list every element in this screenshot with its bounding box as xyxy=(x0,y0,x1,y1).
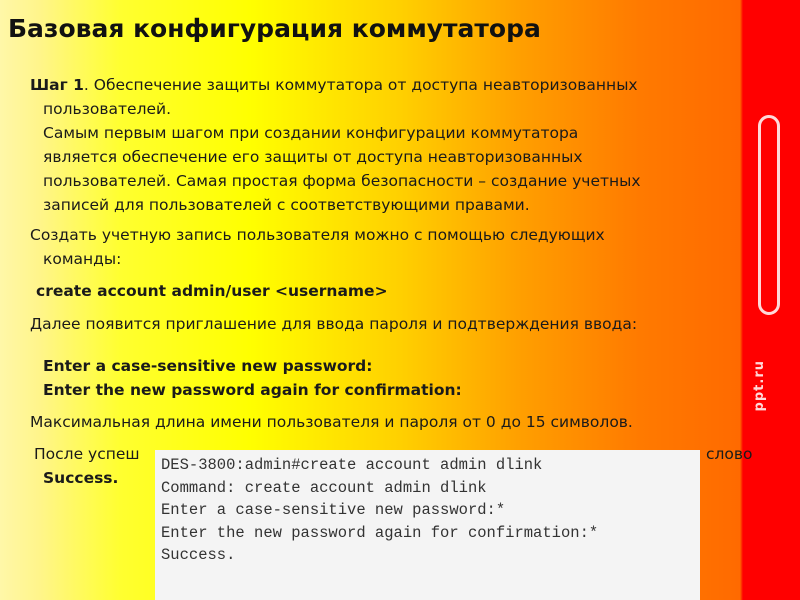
prompt-line: Enter the new password again for confirmation: xyxy=(43,381,462,399)
para1-line: пользователей. Самая простая форма безопасности – создание учетных xyxy=(43,172,641,190)
terminal-line: DES-3800:admin#create account admin dlink xyxy=(161,456,543,474)
para3: Далее появится приглашение для ввода пароля и подтверждения ввода: xyxy=(30,315,638,333)
para2-line: команды: xyxy=(43,250,122,268)
terminal-line: Enter a case-sensitive new password:* xyxy=(161,501,506,519)
watermark-text: ppt.ru xyxy=(752,360,767,412)
step-line xyxy=(30,76,638,94)
para4: Максимальная длина имени пользователя и пароля от 0 до 15 символов. xyxy=(30,413,633,431)
slide-title: Базовая конфигурация коммутатора xyxy=(8,14,541,43)
watermark-shape xyxy=(758,115,780,315)
para5-end: слово xyxy=(706,445,753,463)
para1-line: является обеспечение его защиты от доступа неавторизованных xyxy=(43,148,583,166)
step-text: . Обеспечение защиты коммутатора от доступа неавторизованных xyxy=(83,76,638,94)
prompt-line: Enter a case-sensitive new password: xyxy=(43,357,373,375)
terminal-line: Enter the new password again for confirmation:* xyxy=(161,523,599,542)
para2-line: Создать учетную запись пользователя можно с помощью следующих xyxy=(30,226,605,244)
terminal-line: Command: create account admin dlink xyxy=(161,478,487,497)
para5-success: Success. xyxy=(43,469,119,487)
terminal-line: Success. xyxy=(161,546,236,564)
step-text-2: пользователей. xyxy=(43,100,172,118)
para1-line: Самым первым шагом при создании конфигурации коммутатора xyxy=(43,124,579,142)
para1-line: записей для пользователей с соответствующими правами. xyxy=(43,196,530,214)
step-label: Шаг 1 xyxy=(30,76,84,94)
terminal-screenshot xyxy=(155,450,700,600)
para5-start: После успеш xyxy=(34,445,140,463)
command-text: create account admin/user <username> xyxy=(36,282,388,300)
